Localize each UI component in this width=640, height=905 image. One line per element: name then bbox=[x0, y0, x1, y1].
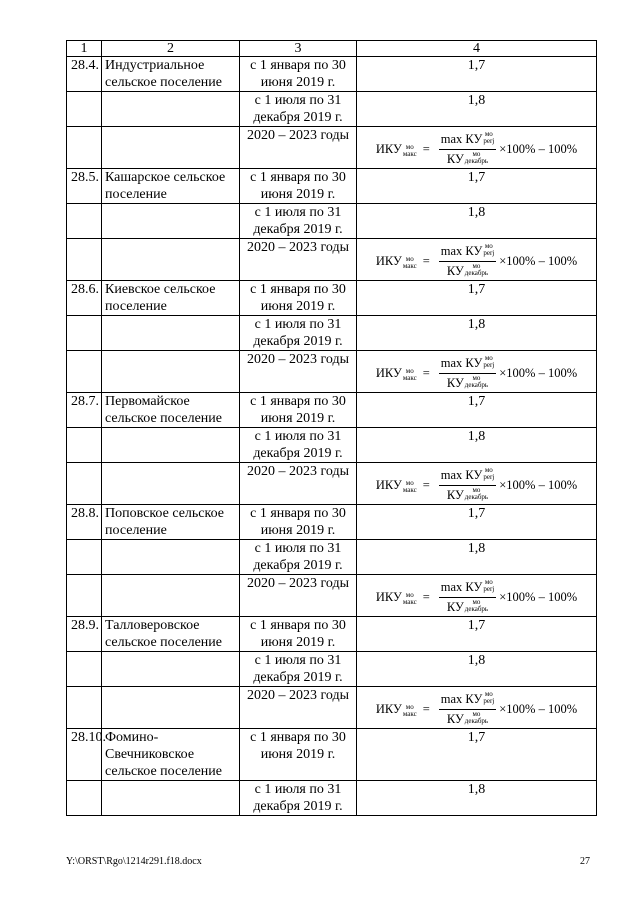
formula-tail: ×100% – 100% bbox=[499, 142, 578, 156]
table-row bbox=[67, 57, 597, 92]
formula-fraction bbox=[439, 243, 496, 280]
formula-num-sup: мо bbox=[484, 354, 493, 362]
period-cell: 2020 – 2023 годы bbox=[240, 463, 357, 505]
empty-cell bbox=[102, 204, 240, 239]
formula-equals: = bbox=[422, 478, 430, 492]
formula-tail: ×100% – 100% bbox=[499, 478, 578, 492]
empty-cell bbox=[67, 239, 102, 281]
empty-cell bbox=[67, 575, 102, 617]
formula-tail: ×100% – 100% bbox=[499, 254, 578, 268]
index-formula bbox=[360, 467, 593, 504]
settlement-name: Фомино-Свечниковское сельское поселение bbox=[102, 729, 240, 781]
settlement-name: Талловеровское сельское поселение bbox=[102, 617, 240, 652]
row-number: 28.9. bbox=[67, 617, 102, 652]
formula-denominator: КУ bbox=[446, 264, 464, 278]
settlement-name: Кашарское сельское поселение bbox=[102, 169, 240, 204]
formula-numerator: max КУ bbox=[440, 132, 483, 146]
empty-cell bbox=[102, 652, 240, 687]
index-value: 1,7 bbox=[357, 729, 597, 781]
empty-cell bbox=[67, 687, 102, 729]
index-formula bbox=[360, 579, 593, 616]
formula-fraction bbox=[439, 355, 496, 392]
formula-den-sup: мо bbox=[472, 710, 481, 718]
formula-denominator: КУ bbox=[446, 488, 464, 502]
formula-den-sub: декабрь bbox=[464, 269, 489, 277]
formula-lhs-sub: макс bbox=[402, 262, 417, 270]
footer-page-number: 27 bbox=[580, 856, 590, 867]
period-cell: 2020 – 2023 годы bbox=[240, 127, 357, 169]
empty-cell bbox=[102, 239, 240, 281]
footer-file-path: Y:\ORST\Rgo\1214r291.f18.docx bbox=[66, 856, 202, 867]
table-row bbox=[67, 204, 597, 239]
formula-den-sup: мо bbox=[472, 150, 481, 158]
formula-den-sub: декабрь bbox=[464, 157, 489, 165]
formula-den-sup: мо bbox=[472, 262, 481, 270]
header-row bbox=[67, 41, 597, 57]
formula-cell bbox=[357, 239, 597, 281]
empty-cell bbox=[102, 575, 240, 617]
formula-lhs-sub: макс bbox=[402, 486, 417, 494]
period-cell: с 1 января по 30 июня 2019 г. bbox=[240, 393, 357, 428]
formula-cell bbox=[357, 687, 597, 729]
formula-den-sup: мо bbox=[472, 374, 481, 382]
formula-lhs-sub: макс bbox=[402, 374, 417, 382]
formula-num-sub: perj bbox=[483, 473, 495, 481]
table-row bbox=[67, 540, 597, 575]
settlement-name: Киевское сельское поселение bbox=[102, 281, 240, 316]
formula-den-sup: мо bbox=[472, 598, 481, 606]
formula-num-sup: мо bbox=[484, 130, 493, 138]
empty-cell bbox=[67, 204, 102, 239]
index-value: 1,7 bbox=[357, 505, 597, 540]
formula-num-sub: perj bbox=[483, 249, 495, 257]
formula-num-sup: мо bbox=[484, 466, 493, 474]
table-row bbox=[67, 617, 597, 652]
index-value: 1,7 bbox=[357, 281, 597, 316]
formula-num-sub: perj bbox=[483, 697, 495, 705]
empty-cell bbox=[102, 127, 240, 169]
period-cell: с 1 января по 30 июня 2019 г. bbox=[240, 281, 357, 316]
formula-lhs-sup: мо bbox=[405, 255, 414, 263]
formula-lhs: ИКУ bbox=[375, 366, 402, 380]
settlement-name: Первомайское сельское поселение bbox=[102, 393, 240, 428]
formula-lhs-sub: макс bbox=[402, 150, 417, 158]
header-col-2: 2 bbox=[102, 41, 240, 57]
tariff-table bbox=[66, 40, 597, 816]
row-number: 28.8. bbox=[67, 505, 102, 540]
formula-cell bbox=[357, 351, 597, 393]
formula-fraction bbox=[439, 579, 496, 616]
row-number: 28.7. bbox=[67, 393, 102, 428]
formula-tail: ×100% – 100% bbox=[499, 702, 578, 716]
formula-lhs: ИКУ bbox=[375, 142, 402, 156]
formula-num-sub: perj bbox=[483, 361, 495, 369]
formula-lhs-sup: мо bbox=[405, 479, 414, 487]
formula-fraction bbox=[439, 467, 496, 504]
empty-cell bbox=[102, 463, 240, 505]
formula-equals: = bbox=[422, 590, 430, 604]
table-row bbox=[67, 652, 597, 687]
table-row bbox=[67, 169, 597, 204]
empty-cell bbox=[102, 92, 240, 127]
formula-cell bbox=[357, 463, 597, 505]
index-value: 1,8 bbox=[357, 652, 597, 687]
index-value: 1,7 bbox=[357, 617, 597, 652]
formula-cell bbox=[357, 127, 597, 169]
row-number: 28.6. bbox=[67, 281, 102, 316]
formula-num-sup: мо bbox=[484, 690, 493, 698]
empty-cell bbox=[102, 781, 240, 816]
table-row bbox=[67, 316, 597, 351]
formula-tail: ×100% – 100% bbox=[499, 590, 578, 604]
index-formula bbox=[360, 243, 593, 280]
formula-equals: = bbox=[422, 366, 430, 380]
period-cell: с 1 июля по 31 декабря 2019 г. bbox=[240, 781, 357, 816]
period-cell: с 1 января по 30 июня 2019 г. bbox=[240, 617, 357, 652]
empty-cell bbox=[67, 463, 102, 505]
formula-numerator: max КУ bbox=[440, 580, 483, 594]
formula-den-sup: мо bbox=[472, 486, 481, 494]
empty-cell bbox=[67, 781, 102, 816]
period-cell: с 1 января по 30 июня 2019 г. bbox=[240, 505, 357, 540]
period-cell: с 1 июля по 31 декабря 2019 г. bbox=[240, 428, 357, 463]
formula-num-sup: мо bbox=[484, 242, 493, 250]
table-row bbox=[67, 92, 597, 127]
empty-cell bbox=[67, 652, 102, 687]
index-value: 1,8 bbox=[357, 92, 597, 127]
formula-numerator: max КУ bbox=[440, 692, 483, 706]
index-formula bbox=[360, 355, 593, 392]
period-cell: с 1 июля по 31 декабря 2019 г. bbox=[240, 540, 357, 575]
formula-lhs: ИКУ bbox=[375, 478, 402, 492]
formula-fraction bbox=[439, 131, 496, 168]
table-row bbox=[67, 463, 597, 505]
period-cell: 2020 – 2023 годы bbox=[240, 239, 357, 281]
table-row bbox=[67, 781, 597, 816]
row-number: 28.10. bbox=[67, 729, 102, 781]
settlement-name: Поповское сельское поселение bbox=[102, 505, 240, 540]
period-cell: с 1 июля по 31 декабря 2019 г. bbox=[240, 652, 357, 687]
formula-equals: = bbox=[422, 142, 430, 156]
formula-numerator: max КУ bbox=[440, 244, 483, 258]
formula-lhs: ИКУ bbox=[375, 254, 402, 268]
index-value: 1,8 bbox=[357, 781, 597, 816]
formula-denominator: КУ bbox=[446, 712, 464, 726]
header-col-1: 1 bbox=[67, 41, 102, 57]
formula-cell bbox=[357, 575, 597, 617]
empty-cell bbox=[67, 127, 102, 169]
period-cell: 2020 – 2023 годы bbox=[240, 687, 357, 729]
formula-lhs-sup: мо bbox=[405, 591, 414, 599]
empty-cell bbox=[102, 428, 240, 463]
formula-tail: ×100% – 100% bbox=[499, 366, 578, 380]
formula-denominator: КУ bbox=[446, 600, 464, 614]
settlement-name: Индустриальное сельское поселение bbox=[102, 57, 240, 92]
period-cell: с 1 июля по 31 декабря 2019 г. bbox=[240, 92, 357, 127]
formula-equals: = bbox=[422, 254, 430, 268]
formula-num-sup: мо bbox=[484, 578, 493, 586]
index-value: 1,8 bbox=[357, 204, 597, 239]
formula-fraction bbox=[439, 691, 496, 728]
header-col-3: 3 bbox=[240, 41, 357, 57]
empty-cell bbox=[102, 540, 240, 575]
table-row bbox=[67, 393, 597, 428]
formula-denominator: КУ bbox=[446, 376, 464, 390]
formula-lhs-sup: мо bbox=[405, 703, 414, 711]
formula-num-sub: perj bbox=[483, 585, 495, 593]
table-row bbox=[67, 729, 597, 781]
index-value: 1,7 bbox=[357, 169, 597, 204]
period-cell: 2020 – 2023 годы bbox=[240, 575, 357, 617]
empty-cell bbox=[67, 316, 102, 351]
formula-num-sub: perj bbox=[483, 137, 495, 145]
table-row bbox=[67, 428, 597, 463]
table-row bbox=[67, 127, 597, 169]
table-row bbox=[67, 239, 597, 281]
row-number: 28.5. bbox=[67, 169, 102, 204]
formula-den-sub: декабрь bbox=[464, 605, 489, 613]
header-col-4: 4 bbox=[357, 41, 597, 57]
period-cell: с 1 января по 30 июня 2019 г. bbox=[240, 57, 357, 92]
index-formula bbox=[360, 691, 593, 728]
table-row bbox=[67, 687, 597, 729]
table-row bbox=[67, 281, 597, 316]
formula-den-sub: декабрь bbox=[464, 493, 489, 501]
formula-lhs-sup: мо bbox=[405, 143, 414, 151]
formula-numerator: max КУ bbox=[440, 356, 483, 370]
table-row bbox=[67, 505, 597, 540]
formula-lhs: ИКУ bbox=[375, 590, 402, 604]
empty-cell bbox=[102, 316, 240, 351]
empty-cell bbox=[102, 351, 240, 393]
index-value: 1,8 bbox=[357, 316, 597, 351]
empty-cell bbox=[67, 351, 102, 393]
formula-lhs-sub: макс bbox=[402, 710, 417, 718]
index-value: 1,8 bbox=[357, 540, 597, 575]
formula-equals: = bbox=[422, 702, 430, 716]
empty-cell bbox=[102, 687, 240, 729]
empty-cell bbox=[67, 540, 102, 575]
period-cell: с 1 июля по 31 декабря 2019 г. bbox=[240, 316, 357, 351]
empty-cell bbox=[67, 92, 102, 127]
row-number: 28.4. bbox=[67, 57, 102, 92]
index-value: 1,7 bbox=[357, 57, 597, 92]
period-cell: 2020 – 2023 годы bbox=[240, 351, 357, 393]
table-row bbox=[67, 575, 597, 617]
empty-cell bbox=[67, 428, 102, 463]
formula-lhs-sub: макс bbox=[402, 598, 417, 606]
period-cell: с 1 января по 30 июня 2019 г. bbox=[240, 169, 357, 204]
period-cell: с 1 июля по 31 декабря 2019 г. bbox=[240, 204, 357, 239]
index-value: 1,7 bbox=[357, 393, 597, 428]
formula-lhs: ИКУ bbox=[375, 702, 402, 716]
table-row bbox=[67, 351, 597, 393]
index-formula bbox=[360, 131, 593, 168]
formula-numerator: max КУ bbox=[440, 468, 483, 482]
formula-denominator: КУ bbox=[446, 152, 464, 166]
formula-den-sub: декабрь bbox=[464, 381, 489, 389]
formula-den-sub: декабрь bbox=[464, 717, 489, 725]
formula-lhs-sup: мо bbox=[405, 367, 414, 375]
period-cell: с 1 января по 30 июня 2019 г. bbox=[240, 729, 357, 781]
index-value: 1,8 bbox=[357, 428, 597, 463]
